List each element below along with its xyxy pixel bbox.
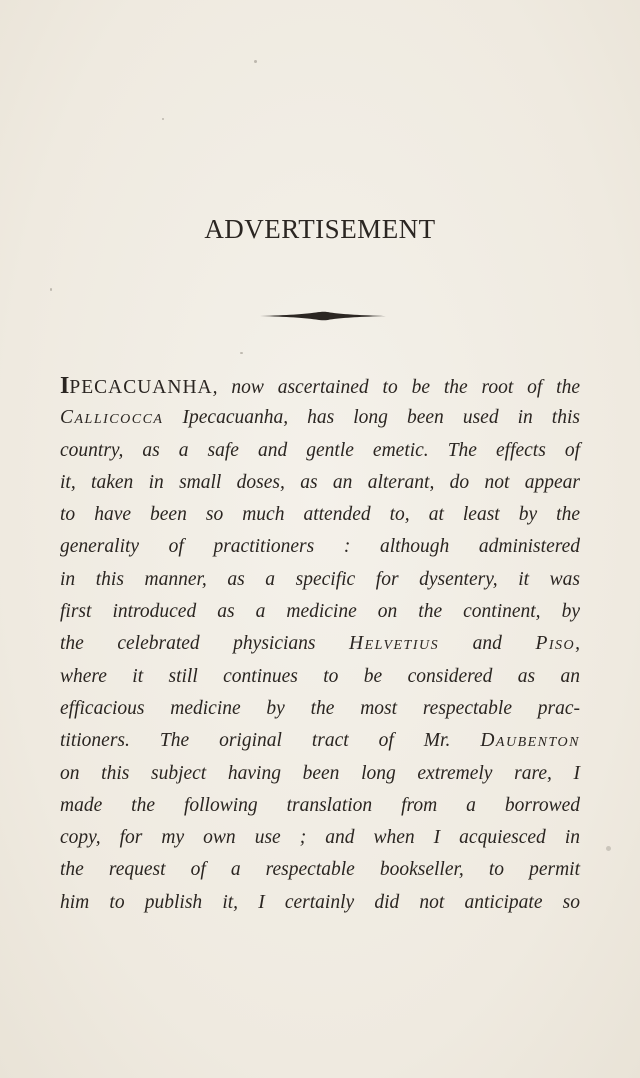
text-line (60, 596, 580, 628)
text-run: Ipecacuanha, has long been used in this (163, 407, 580, 429)
text-run: and (439, 633, 536, 655)
text-run: , (575, 633, 580, 655)
small-caps-name: PECACUANHA (69, 377, 213, 398)
text-line (60, 758, 580, 790)
text-line (60, 725, 580, 757)
text-run: titioners. The original tract of Mr. (60, 730, 481, 752)
text-line (60, 854, 580, 886)
small-caps-name: Daubenton (480, 730, 580, 752)
text-run: the request of a respectable bookseller, to permit (60, 859, 580, 881)
text-line (60, 790, 580, 822)
drop-cap: I (60, 373, 70, 399)
paper-speck (50, 288, 52, 291)
text-run: copy, for my own use ; and when I acquiesced in (60, 827, 580, 849)
small-caps-name: Callicocca (60, 407, 164, 429)
text-line (60, 467, 580, 499)
text-line (60, 564, 580, 596)
text-line (60, 531, 580, 563)
text-run: him to publish it, I certainly did not anticipate so (60, 891, 580, 913)
text-line (60, 887, 580, 919)
text-line (60, 370, 580, 402)
text-line (60, 693, 580, 725)
advertisement-body (60, 370, 580, 919)
text-run: where it still continues to be considered as an (60, 665, 580, 687)
text-run: , now ascertained to be the root of the (212, 377, 580, 398)
text-run: country, as a safe and gentle emetic. The effects of (60, 439, 580, 461)
text-line (60, 435, 580, 467)
small-caps-name: Piso (535, 633, 576, 655)
text-line (60, 822, 580, 854)
paper-speck (254, 60, 257, 63)
ornamental-rule (258, 310, 388, 322)
text-line (60, 499, 580, 531)
text-run: to have been so much attended to, at least by the (60, 504, 580, 526)
paper-speck (162, 118, 164, 120)
text-run: in this manner, as a specific for dysentery, it was (60, 568, 580, 590)
text-run: first introduced as a medicine on the continent, by (60, 601, 580, 623)
text-run: efficacious medicine by the most respectable prac- (60, 697, 580, 719)
text-run: it, taken in small doses, as an alterant, do not appear (60, 471, 580, 493)
text-run: on this subject having been long extremely rare, I (60, 762, 580, 784)
text-run: generality of practitioners : although administered (60, 536, 580, 558)
page-heading: ADVERTISEMENT (204, 214, 436, 244)
paper-speck (606, 846, 611, 851)
text-line (60, 402, 580, 434)
text-run: made the following translation from a borrowed (60, 794, 580, 816)
paper-speck (240, 352, 243, 354)
text-line (60, 628, 580, 660)
text-run: the celebrated physicians (60, 633, 350, 655)
text-line (60, 661, 580, 693)
small-caps-name: Helvetius (349, 633, 440, 655)
